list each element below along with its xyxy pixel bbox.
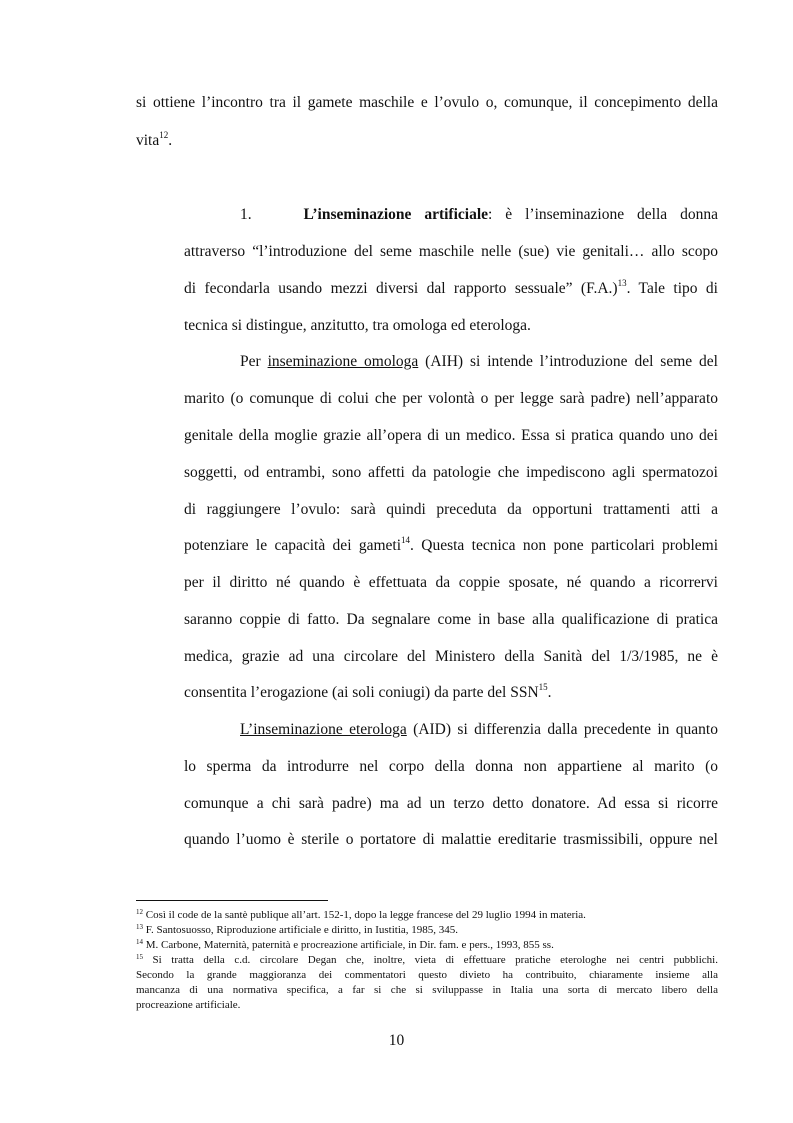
footnote-15-line-4: procreazione artificiale. — [136, 999, 241, 1011]
intro-line-2: vita$^{12}$. — [136, 130, 173, 149]
omologa-line-8: saranno coppie di fatto. Da segnalare come in base alla qualificazione di pratica — [184, 611, 718, 628]
eterologa-term: L’inseminazione eterologa — [240, 721, 407, 738]
footnote-15-line-3: mancanza di una normativa specifica, a far si che si sviluppasse in Italia una sorta di mercato libero della — [136, 984, 718, 996]
omologa-line-1: Per inseminazione omologa (AIH) si intende l’introduzione del seme del — [240, 353, 718, 370]
item-1-line-4: tecnica si distingue, anzitutto, tra omologa ed eterologa. — [184, 317, 531, 334]
intro-line-1: si ottiene l’incontro tra il gamete maschile e l’ovulo o, comunque, il concepimento della — [136, 94, 718, 111]
item-term: L’inseminazione artificiale — [303, 206, 489, 223]
footnote-13: $^{13}$ F. Santosuosso, Riproduzione artificiale e diritto, in Iustitia, 1985, 345. — [136, 923, 459, 936]
item-number: 1. — [240, 206, 252, 223]
omologa-line-7: per il diritto né quando è effettuata da coppie sposate, né quando a ricorrervi — [184, 574, 718, 591]
eterologa-line-2: lo sperma da introdurre nel corpo della donna non appartiene al marito (o — [184, 758, 718, 775]
footnote-15-line-1: $^{15}$ Si tratta della c.d. circolare Degan che, inoltre, vieta di effettuare pratiche eterologhe nei centri pubblichi. — [136, 953, 718, 966]
omologa-line-3: genitale della moglie grazie all’opera di un medico. Essa si pratica quando uno dei — [184, 427, 718, 444]
item-1-line-2: attraverso “l’introduzione del seme maschile nelle (sue) vie genitali… allo scopo — [184, 243, 718, 260]
item-1-line-1: 1. L’inseminazione artificiale: è l’inseminazione della donna — [240, 206, 718, 223]
intro-word: vita — [136, 132, 160, 149]
eterologa-line-1: L’inseminazione eterologa (AID) si differenzia dalla precedente in quanto — [240, 721, 718, 738]
omologa-line-2: marito (o comunque di colui che per volontà o per legge sarà padre) nell’apparato — [184, 390, 718, 407]
footnote-12: $^{12}$ Così il code de la santè publique all’art. 152-1, dopo la legge francese del 29 luglio 1994 in materia. — [136, 908, 586, 921]
page-number: 10 — [388, 1032, 405, 1049]
eterologa-line-4: quando l’uomo è sterile o portatore di malattie ereditarie trasmissibili, oppure nel — [184, 831, 718, 848]
omologa-line-4: soggetti, od entrambi, sono affetti da patologie che impediscono agli spermatozoi — [184, 464, 718, 481]
item-1-line-3: di fecondarla usando mezzi diversi dal rapporto sessuale” $(F.A.)^{13}$. Tale tipo di — [184, 278, 718, 297]
footnote-ref-12: 12 — [159, 130, 169, 140]
footnote-14: $^{14}$ M. Carbone, Maternità, paternità e procreazione artificiale, in Dir. fam. e pers., 1993, 855 ss. — [136, 938, 554, 951]
footnote-ref-13: 13 — [617, 278, 627, 288]
footnote-15-line-2: Secondo la grande maggioranza dei commentatori questo divieto ha contribuito, chiaramente insieme alla — [136, 969, 718, 981]
omologa-line-10: consentita l’erogazione (ai soli coniugi) da parte del SSN$^{15}$. — [184, 682, 552, 701]
footnote-separator — [136, 900, 328, 901]
footnote-ref-15: 15 — [538, 682, 548, 692]
omologa-line-6: potenziare le capacità dei gameti$^{14}$. Questa tecnica non pone particolari problemi — [184, 535, 718, 554]
omologa-term: inseminazione omologa — [267, 353, 419, 370]
eterologa-line-3: comunque a chi sarà padre) ma ad un terzo detto donatore. Ad essa si ricorre — [184, 795, 718, 812]
omologa-line-9: medica, grazie ad una circolare del Ministero della Sanità del 1/3/1985, ne è — [184, 648, 718, 665]
footnote-ref-14: 14 — [401, 535, 411, 545]
omologa-line-5: di raggiungere l’ovulo: sarà quindi preceduta da opportuni trattamenti atti a — [184, 501, 718, 518]
